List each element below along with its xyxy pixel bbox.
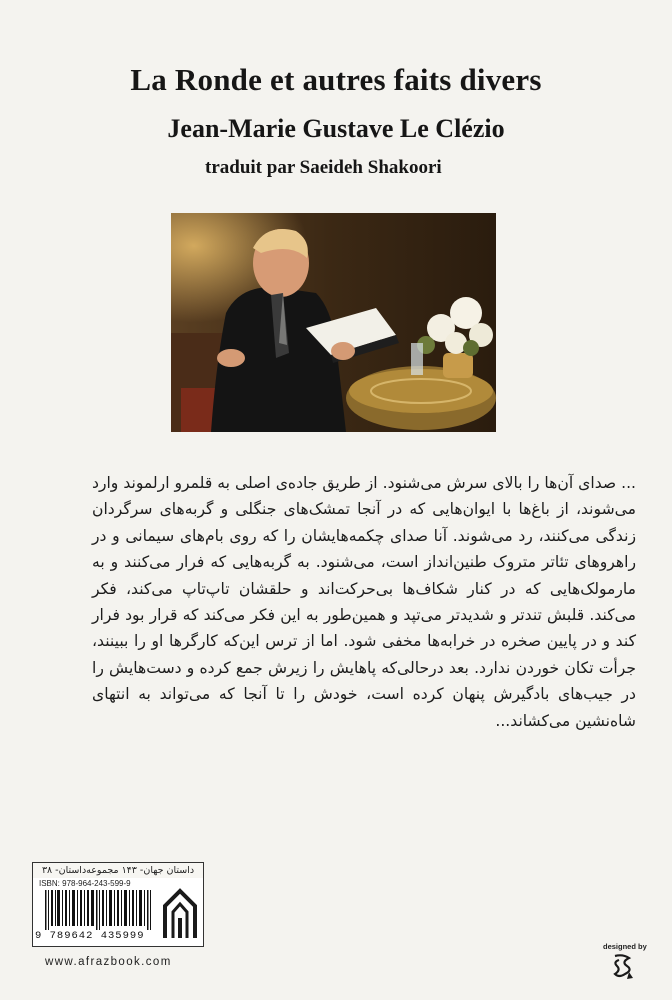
barcode-icon <box>45 890 153 930</box>
excerpt-paragraph: ... صدای آن‌ها را بالای سرش می‌شنود. از طریق جاده‌ی اصلی به قلمرو ارلموند وارد می‌شوند، از باغ‌ها با ایوان‌هایی که در آنجا تمشک‌های جنگلی و گربه‌های سرگردان زندگی می‌کنند، رد می‌شوند. آنا صدای چکمه‌هایشان را که روی بام‌های سیمانی و در راهروهای تئاتر متروک طنین‌انداز است، می‌شنود. به گربه‌هایی که فرار می‌کنند و به مارمولک‌هایی که در کنار شکاف‌ها بی‌حرکت‌اند و حلقشان تاپ‌تاپ می‌کند، فکر می‌کند. قلبش تندتر و شدیدتر می‌تپد و همین‌طور به این فکر می‌کند که قرار بود فرار کند و در پایین صخره در خرابه‌ها مخفی شود. اما از ترس این‌که کارگرها او را ببینند، جرأت تکان خوردن ندارد. بعد درحالی‌که پاهایش را زیرش جمع کرده و دست‌هایش را در جیب‌های بادگیرش پنهان کرده است، خودش را تا آنجا که می‌تواند به انتهای شاه‌نشین می‌کشاند... <box>92 474 636 730</box>
photo-illustration <box>171 213 496 432</box>
afraz-logo-icon <box>161 888 199 940</box>
book-title: La Ronde et autres faits divers <box>130 62 542 97</box>
barcode-digits: 9 789642 435999 <box>35 930 145 942</box>
designed-by-label: designed by <box>603 942 647 951</box>
translator-credit: traduit par Saeideh Shakoori <box>205 157 442 178</box>
book-excerpt <box>92 470 636 734</box>
author-name: Jean-Marie Gustave Le Clézio <box>167 114 505 143</box>
isbn-panel <box>32 878 204 947</box>
series-label: داستان جهان- ۱۴۳ مجموعه‌داستان- ۳۸ <box>32 862 204 879</box>
designer-signature-icon <box>609 952 637 982</box>
isbn-number: ISBN: 978-964-243-599-9 <box>39 879 131 888</box>
publisher-website: www.afrazbook.com <box>45 956 172 968</box>
author-photo <box>171 213 496 432</box>
